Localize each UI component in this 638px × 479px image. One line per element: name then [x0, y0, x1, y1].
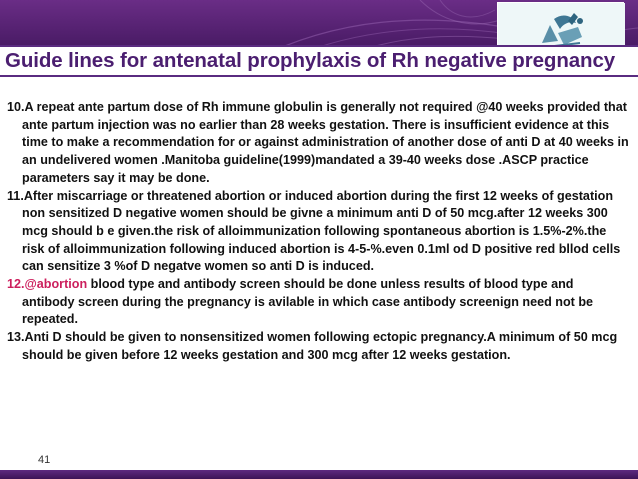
slide-content	[7, 99, 629, 365]
item-text: Anti D should be given to nonsensitized women following ectopic pregnancy.A minimum of 50 mcg should be given before 12 weeks gestation and 300 mcg after 12 weeks gestation.	[22, 330, 618, 362]
item-number-highlighted: 12.@abortion	[7, 277, 88, 292]
guideline-item-12	[7, 276, 629, 329]
footer-bar	[0, 470, 638, 479]
item-text: A repeat ante partum dose of Rh immune globulin is generally not required @40 weeks provided that ante partum injection was no earlier than 28 weeks gestation. There is insufficient evidence at this time to make a recommendation for or against administration of another dose of anti D at 40 weeks in an undelivered women .Manitoba guideline(1999)mandated a 39-40 weeks dose .ASCP practice parameters say it may be done.	[22, 100, 629, 185]
item-text: blood type and antibody screen should be done unless results of blood type and antibody screen during the pregnancy is avilable in which case antibody screenign need not be repeated.	[22, 277, 594, 327]
guideline-item-11	[7, 188, 629, 277]
item-number: 13.	[7, 330, 25, 345]
item-number: 11.	[7, 188, 24, 203]
page-title: Guide lines for antenatal prophylaxis of Rh negative pregnancy	[5, 49, 616, 72]
page-number: 41	[38, 454, 51, 466]
guideline-item-10	[7, 99, 629, 188]
item-text: After miscarriage or threatened abortion or induced abortion during the first 12 weeks of gestation non sensitized D negative women should be givne a minimum anti D of 50 mcg.after 12 weeks 300 mcg should b e given.the risk of alloimmunization following spontaneous abortion is 1.5%-2%.the risk of alloimmunization following induced abortion is 4-5-%.even 0.1ml od D positive red bllod cells can sensitize 3 %of D negatve women so anti D is induced.	[22, 188, 621, 274]
guideline-item-13	[7, 329, 629, 364]
title-bar	[0, 45, 638, 77]
item-number: 10.	[7, 100, 25, 114]
